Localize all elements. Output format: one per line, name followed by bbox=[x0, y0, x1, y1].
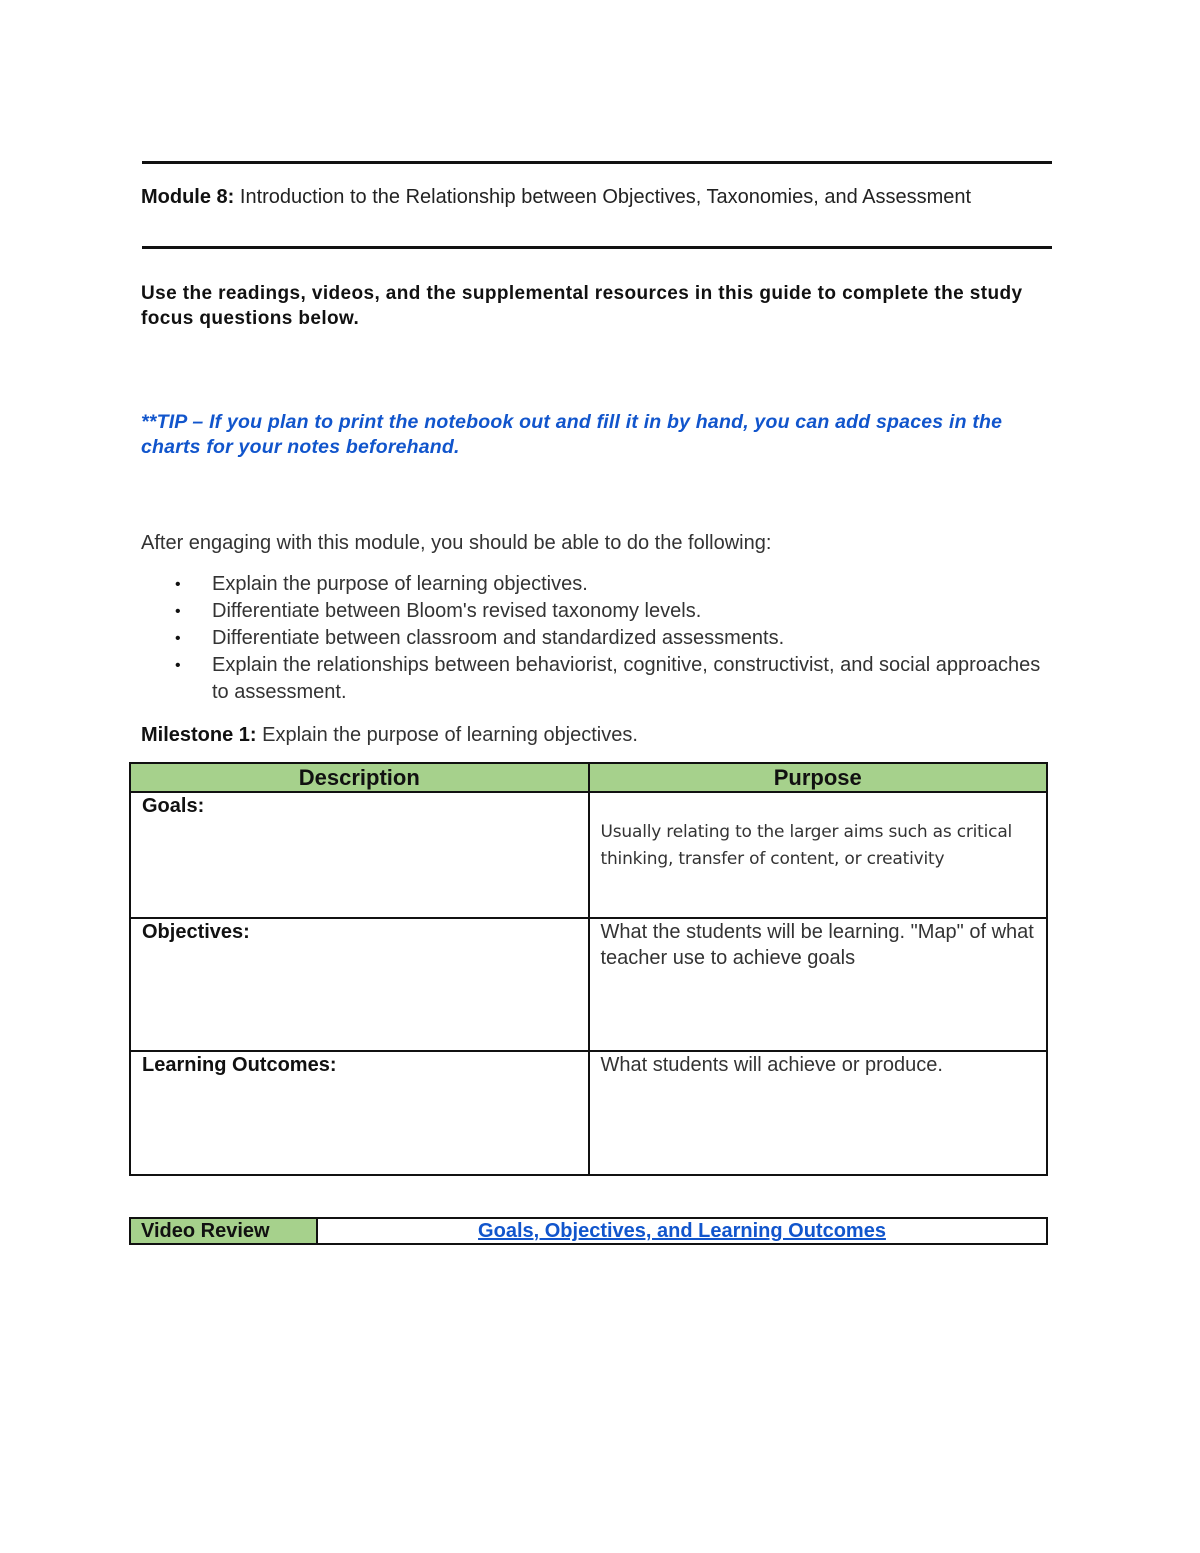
list-item bbox=[141, 571, 1041, 598]
row-label-goals[interactable]: Goals: bbox=[130, 792, 589, 918]
column-header-purpose: Purpose bbox=[589, 763, 1048, 792]
objective-text: Differentiate between classroom and standardized assessments. bbox=[212, 627, 785, 649]
list-item bbox=[141, 625, 1041, 652]
instructions-text: Use the readings, videos, and the supplemental resources in this guide to complete the study focus questions below. bbox=[141, 283, 1023, 329]
milestone-table bbox=[129, 762, 1048, 1176]
bullet-icon: • bbox=[175, 657, 181, 674]
list-item bbox=[141, 652, 1041, 706]
bottom-divider bbox=[142, 246, 1052, 249]
bullet-icon: • bbox=[175, 576, 181, 593]
milestone-text: Explain the purpose of learning objectives. bbox=[262, 724, 638, 746]
objectives-list bbox=[141, 571, 1041, 706]
objective-text: Explain the purpose of learning objectives. bbox=[212, 573, 588, 595]
intro-text: After engaging with this module, you should be able to do the following: bbox=[141, 532, 772, 554]
row-purpose-learning-outcomes[interactable]: What students will achieve or produce. bbox=[589, 1051, 1048, 1175]
tip-text: **TIP – If you plan to print the notebook out and fill it in by hand, you can add spaces in the charts for your notes beforehand. bbox=[141, 411, 1003, 458]
milestone-heading bbox=[141, 722, 638, 748]
table-row bbox=[130, 1051, 1047, 1175]
video-review-label: Video Review bbox=[130, 1218, 317, 1244]
table-row bbox=[130, 792, 1047, 918]
video-review-table bbox=[129, 1217, 1048, 1245]
bullet-icon: • bbox=[175, 603, 181, 620]
table-row bbox=[130, 918, 1047, 1051]
video-review-cell bbox=[317, 1218, 1047, 1244]
module-label: Module 8: bbox=[141, 186, 235, 208]
row-label-objectives[interactable]: Objectives: bbox=[130, 918, 589, 1051]
row-purpose-goals[interactable] bbox=[589, 792, 1048, 918]
top-divider bbox=[142, 161, 1052, 164]
milestone-label: Milestone 1: bbox=[141, 724, 257, 746]
list-item bbox=[141, 598, 1041, 625]
bullet-icon: • bbox=[175, 630, 181, 647]
objective-text: Explain the relationships between behaviorist, cognitive, constructivist, and social approaches to assessment. bbox=[212, 654, 1041, 703]
table-row bbox=[130, 1218, 1047, 1244]
row-label-learning-outcomes[interactable]: Learning Outcomes: bbox=[130, 1051, 589, 1175]
objective-text: Differentiate between Bloom's revised taxonomy levels. bbox=[212, 600, 702, 622]
video-review-link[interactable]: Goals, Objectives, and Learning Outcomes bbox=[478, 1220, 886, 1242]
goals-purpose-text: Usually relating to the larger aims such as critical thinking, transfer of content, or creativity bbox=[600, 822, 1013, 869]
row-purpose-objectives[interactable]: What the students will be learning. "Map" of what teacher use to achieve goals bbox=[589, 918, 1048, 1051]
module-title bbox=[141, 184, 1061, 210]
column-header-description: Description bbox=[130, 763, 589, 792]
module-title-text: Introduction to the Relationship between Objectives, Taxonomies, and Assessment bbox=[239, 186, 972, 208]
table-header-row bbox=[130, 763, 1047, 792]
